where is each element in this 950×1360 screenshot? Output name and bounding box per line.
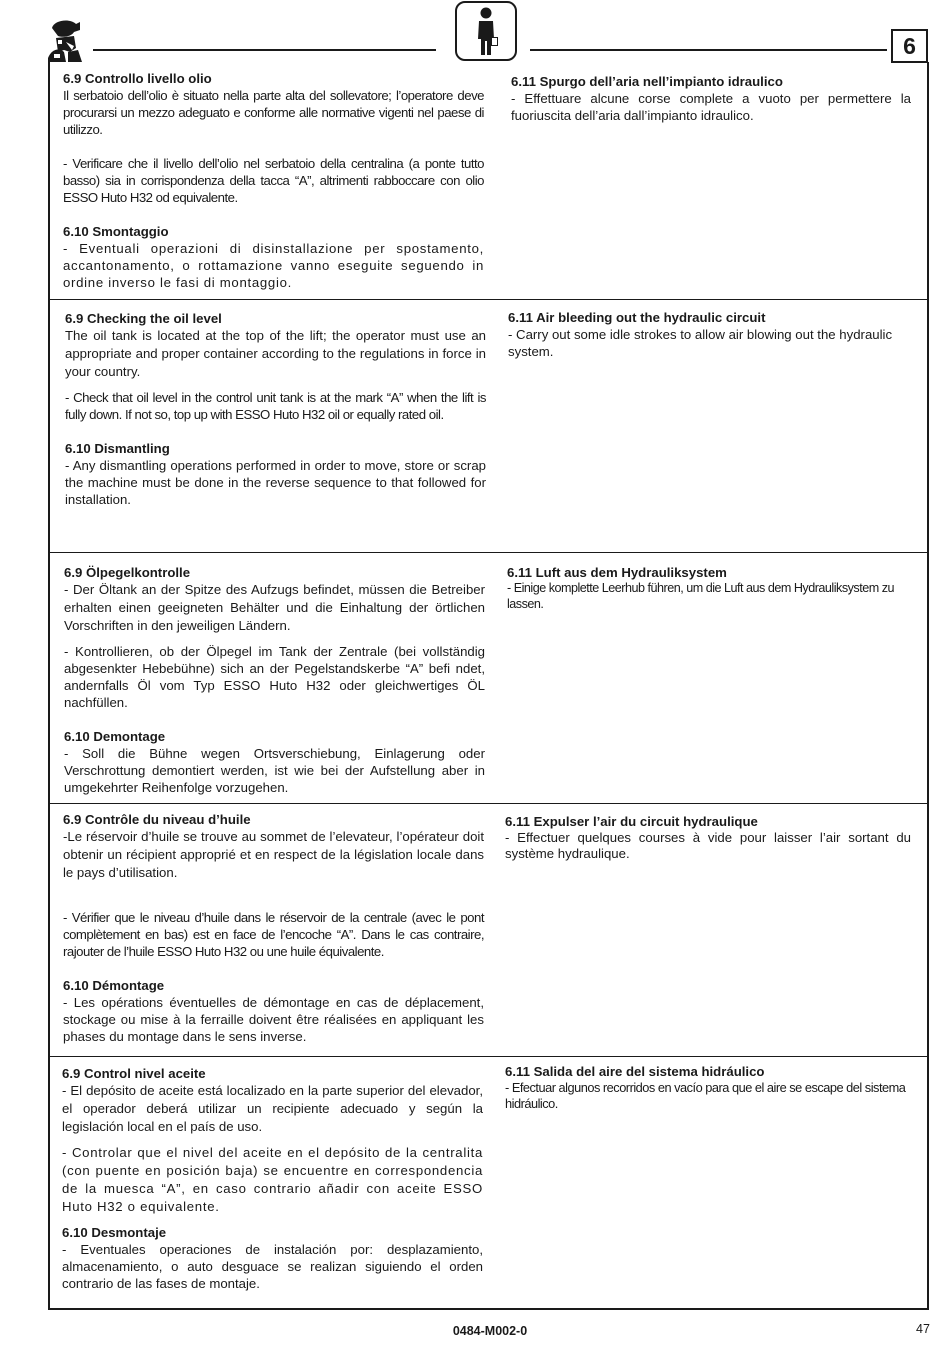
heading-oil-check: 6.9 Ölpegelkontrolle: [64, 565, 191, 580]
section-de-left: [64, 564, 485, 796]
section-it-left: [63, 70, 484, 291]
section-es-left: [62, 1065, 483, 1292]
section-de-right: [507, 564, 913, 612]
heading-oil-check: 6.9 Checking the oil level: [65, 311, 222, 326]
page-number: 47: [916, 1322, 930, 1336]
header-rule-right: [530, 49, 887, 51]
heading-dismantling: 6.10 Desmontaje: [62, 1225, 167, 1240]
paragraph: -Le réservoir d’huile se trouve au sommet de l’elevateur, l’opérateur doit obtenir un récipient approprié et en respect de la législation locale dans le pays d’utilisation.: [63, 829, 484, 880]
paragraph: - Kontrollieren, ob der Ölpegel im Tank der Zentrale (bei vollständig abgesenkter Hebebühne) sich an der Pegelstandskerbe “A” befi ndet, andernfalls Öl vom Typ ESSO Huto H32 oder gleichwertiges ÖL nachfüllen.: [64, 644, 485, 710]
paragraph: - Efectuar algunos recorridos en vacío para que el aire se escape del sistema hidráulico.: [505, 1080, 906, 1111]
heading-dismantling: 6.10 Dismantling: [65, 441, 170, 456]
heading-air-bleeding: 6.11 Salida del aire del sistema hidráulico: [505, 1064, 765, 1079]
paragraph: - Any dismantling operations performed in order to move, store or scrap the machine must be done in the reverse sequence to that followed for installation.: [65, 458, 486, 507]
person-with-manual-icon: [455, 1, 517, 61]
heading-air-bleeding: 6.11 Expulser l’air du circuit hydraulique: [505, 814, 758, 829]
frame-left-border: [48, 62, 50, 1310]
paragraph: - Eventuales operaciones de instalación por: desplazamiento, almacenamiento, o auto desguace se realizan siguiendo el orden contrario de las fases de montaje.: [62, 1242, 483, 1291]
section-fr-left: [63, 811, 484, 1045]
section-es-right: [505, 1063, 911, 1111]
heading-oil-check: 6.9 Control nivel aceite: [62, 1066, 206, 1081]
frame-bottom-border: [49, 1308, 929, 1310]
paragraph: - Les opérations éventuelles de démontage en cas de déplacement, stockage ou mise à la ferraille doivent être réalisées en appliquant les phases du montage dans le sens inverse.: [63, 995, 484, 1044]
paragraph: - Vérifier que le niveau d’huile dans le réservoir de la centrale (avec le pont complètement en bas) est en face de l’encoche “A”. Dans le cas contraire, rajouter de l’huile ESSO Huto H32 ou une huile équivalente.: [63, 910, 484, 959]
heading-oil-check: 6.9 Contrôle du niveau d’huile: [63, 812, 251, 827]
paragraph: The oil tank is located at the top of the lift; the operator must use an appropriate and proper container according to the regulations in force in your country.: [65, 328, 486, 379]
paragraph: - Der Öltank an der Spitze des Aufzugs befindet, müssen die Betreiber erhalten einen geeigneten Behälter und die Einhaltung der örtlichen Vorschriften in den jeweiligen Ländern.: [64, 582, 485, 633]
section-divider: [49, 803, 928, 804]
section-fr-right: [505, 813, 911, 861]
paragraph: - Eventuali operazioni di disinstallazione per spostamento, accantonamento, o rottamazione vanno eseguite seguendo in ordine inverso le fasi di montaggio.: [63, 241, 484, 290]
section-divider: [49, 1056, 928, 1057]
header-rule-left: [93, 49, 436, 51]
section-it-right: [511, 73, 911, 124]
heading-air-bleeding: 6.11 Air bleeding out the hydraulic circuit: [508, 310, 766, 325]
operator-with-wrench-icon: [44, 18, 88, 64]
frame-right-border: [927, 62, 929, 1310]
paragraph: - Effettuare alcune corse complete a vuoto per permettere la fuoriuscita dell’aria dall’impianto idraulico.: [511, 91, 911, 123]
paragraph: - Check that oil level in the control unit tank is at the mark “A” when the lift is fully down. If not so, top up with ESSO Huto H32 oil or equally rated oil.: [65, 390, 486, 422]
heading-air-bleeding: 6.11 Spurgo dell’aria nell’impianto idraulico: [511, 74, 783, 89]
chapter-number: 6: [891, 29, 928, 63]
paragraph: - Controlar que el nivel del aceite en el depósito de la centralita (con puente en posición baja) se encuentre en correspondencia de la muesca “A”, en caso contrario añadir con aceite ESSO Huto H32 o equivalente.: [62, 1145, 483, 1214]
section-divider: [49, 552, 928, 553]
heading-oil-check: 6.9 Controllo livello olio: [63, 71, 212, 86]
paragraph: - Soll die Bühne wegen Ortsverschiebung, Einlagerung oder Verschrottung demontiert werden, ist wie bei der Aufstellung aber in umgekehrter Reihenfolge vorzugehen.: [64, 746, 485, 795]
paragraph: - Carry out some idle strokes to allow air blowing out the hydraulic system.: [508, 327, 893, 359]
section-en-right: [508, 309, 914, 360]
paragraph: - Einige komplette Leerhub führen, um die Luft aus dem Hydrauliksystem zu lassen.: [507, 581, 895, 611]
paragraph: - El depósito de aceite está localizado en la parte superior del elevador, el operador deberá utilizar un recipiente adecuado y según la legislación local en el país de uso.: [62, 1083, 483, 1134]
heading-dismantling: 6.10 Démontage: [63, 978, 165, 993]
document-code: 0484-M002-0: [452, 1324, 528, 1338]
section-en-left: [65, 310, 486, 508]
paragraph: Il serbatoio dell’olio è situato nella parte alta del sollevatore; l’operatore deve procurarsi un mezzo adeguato e conforme alle normative vigenti nel paese di utilizzo.: [63, 88, 484, 137]
paragraph: - Effectuer quelques courses à vide pour laisser l’air sortant du système hydraulique.: [505, 830, 911, 861]
heading-dismantling: 6.10 Demontage: [64, 729, 166, 744]
heading-dismantling: 6.10 Smontaggio: [63, 224, 169, 239]
section-divider: [49, 299, 928, 300]
paragraph: - Verificare che il livello dell’olio nel serbatoio della centralina (a ponte tutto basso) sia in corrispondenza della tacca “A”, altrimenti rabboccare con olio ESSO Huto H32 od equivalente.: [63, 156, 484, 205]
heading-air-bleeding: 6.11 Luft aus dem Hydrauliksystem: [507, 565, 727, 580]
